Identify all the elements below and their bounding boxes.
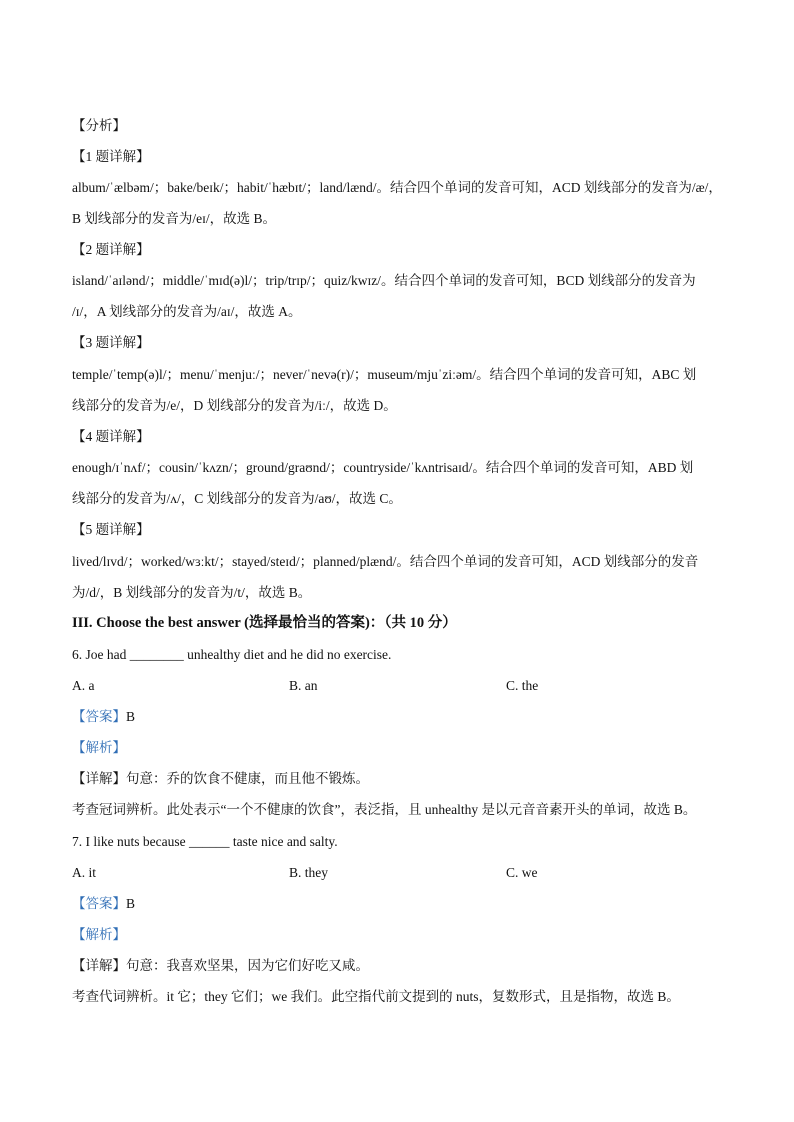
q6-explanation: 考查冠词辨析。此处表示“一个不健康的饮食”，表泛指，且 unhealthy 是以元音音素开头的单词，故选 B。 [72,802,697,817]
q5-explanation-line1: lived/lɪvd/；worked/wɜːkt/；stayed/steɪd/；planned/plænd/。结合四个单词的发音可知，ACD 划线部分的发音 [72,554,699,569]
q7-stem: 7. I like nuts because ______ taste nice and salty. [72,834,338,849]
q6-detail: 【详解】句意：乔的饮食不健康，而且他不锻炼。 [72,771,369,786]
q6-answer-label: 【答案】 [72,709,126,724]
q7-explanation: 考查代词辨析。it 它；they 它们；we 我们。此空指代前文提到的 nuts，复数形式，且是指物，故选 B。 [72,989,680,1004]
q1-explanation-line1: album/ˈælbəm/；bake/beɪk/；habit/ˈhæbɪt/；land/lænd/。结合四个单词的发音可知，ACD 划线部分的发音为/æ/， [72,180,722,195]
q5-explanation-line2: 为/d/，B 划线部分的发音为/t/，故选 B。 [72,585,312,600]
q7-detail: 【详解】句意：我喜欢坚果，因为它们好吃又咸。 [72,958,369,973]
q2-heading: 【2 题详解】 [72,242,150,257]
q7-option-c: C. we [506,865,538,880]
q3-explanation-line2: 线部分的发音为/e/，D 划线部分的发音为/iː/，故选 D。 [72,398,397,413]
q6-analysis-label: 【解析】 [72,740,126,755]
q3-explanation-line1: temple/ˈtemp(ə)l/；menu/ˈmenjuː/；never/ˈnevə(r)/；museum/mjuˈziːəm/。结合四个单词的发音可知，ABC 划 [72,367,697,382]
q6-answer-value: B [126,709,136,724]
q4-explanation-line2: 线部分的发音为/ʌ/，C 划线部分的发音为/aʊ/，故选 C。 [72,491,402,506]
q4-heading: 【4 题详解】 [72,429,150,444]
q6-option-a: A. a [72,678,95,693]
q7-answer-value: B [126,896,136,911]
q7-answer-label: 【答案】 [72,896,126,911]
q6-answer [72,708,135,726]
q5-heading: 【5 题详解】 [72,522,150,537]
q3-heading: 【3 题详解】 [72,335,150,350]
q2-explanation-line1: island/ˈaɪlənd/；middle/ˈmɪd(ə)l/；trip/trɪp/；quiz/kwɪz/。结合四个单词的发音可知，BCD 划线部分的发音为 [72,273,696,288]
q6-option-b: B. an [289,678,318,693]
q1-heading: 【1 题详解】 [72,149,150,164]
q7-answer [72,895,135,913]
q4-explanation-line1: enough/ɪˈnʌf/；cousin/ˈkʌzn/；ground/graʊnd/；countryside/ˈkʌntrisaɪd/。结合四个单词的发音可知，ABD 划 [72,460,694,475]
section-title: III. Choose the best answer (选择最恰当的答案)：（共 10 分） [72,615,457,631]
analysis-heading: 【分析】 [72,118,126,133]
q7-option-a: A. it [72,865,97,880]
q2-explanation-line2: /ɪ/，A 划线部分的发音为/aɪ/，故选 A。 [72,304,302,319]
q1-explanation-line2: B 划线部分的发音为/eɪ/，故选 B。 [72,211,277,226]
q6-stem: 6. Joe had ________ unhealthy diet and he did no exercise. [72,647,392,662]
q7-analysis-label: 【解析】 [72,927,126,942]
q7-option-b: B. they [289,865,328,880]
q6-option-c: C. the [506,678,539,693]
